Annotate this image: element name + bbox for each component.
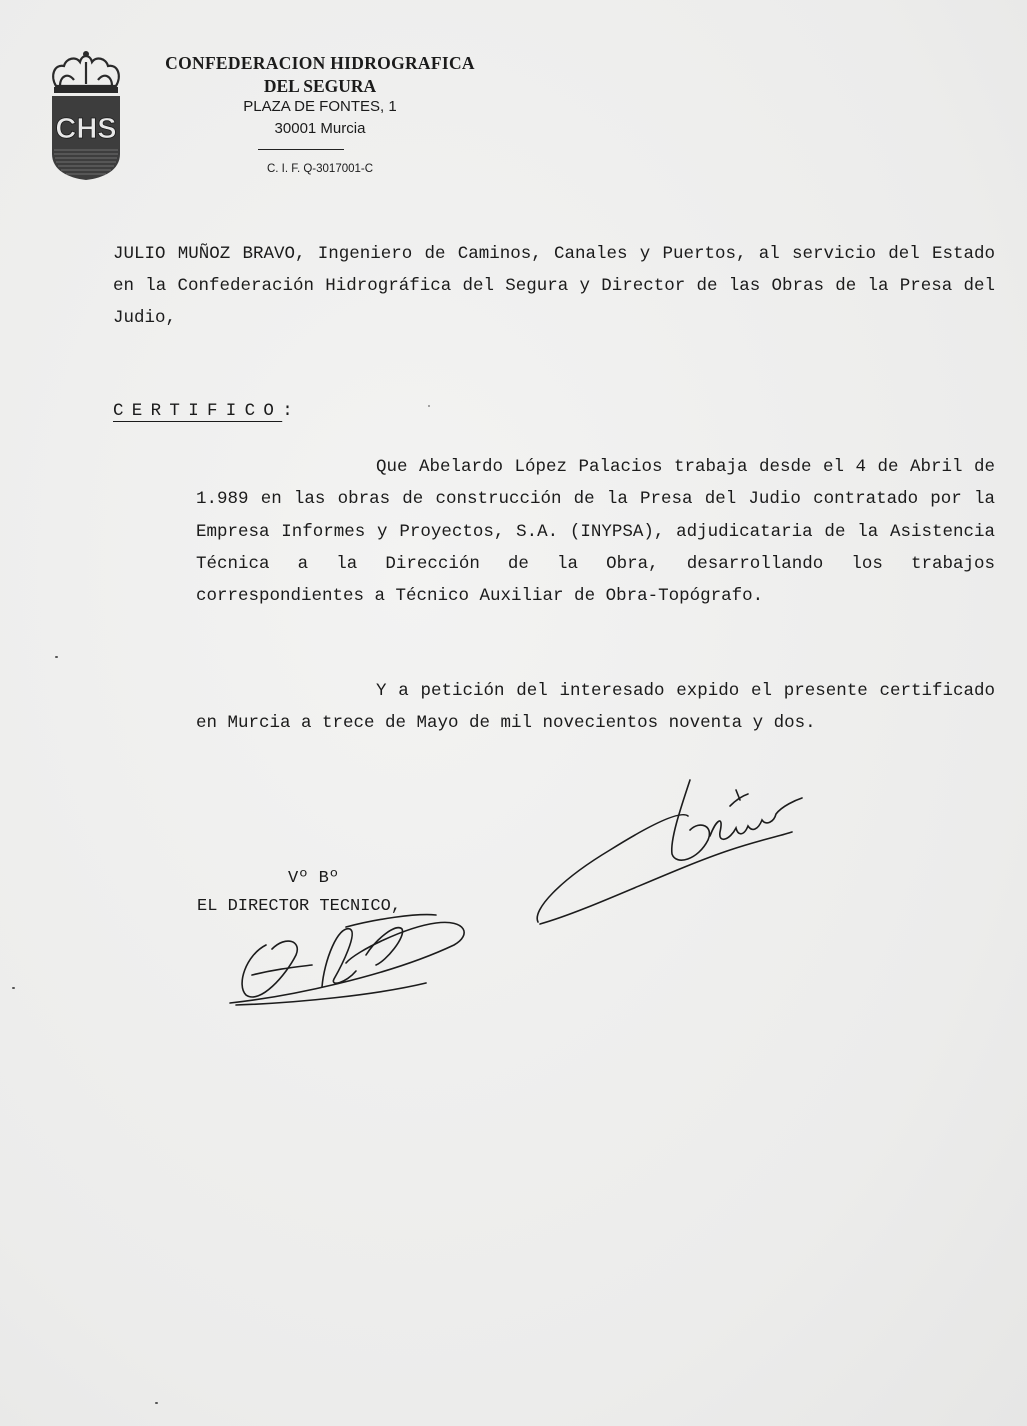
scan-speck [12, 987, 15, 989]
director-title: EL DIRECTOR TECNICO, [197, 897, 402, 916]
letterhead-divider [258, 149, 344, 150]
organization-name-line1: CONFEDERACION HIDROGRAFICA [165, 53, 475, 73]
approval-mark: Vº Bº [288, 869, 340, 888]
certification-paragraph: Que Abelardo López Palacios trabaja desde el 4 de Abril de 1.989 en las obras de construcción de la Presa del Judio contratado por la Empresa Informes y Proyectos, S.A. (INYPSA), adjudicataria de la Asistencia Técnica a la Dirección de la Obra, desarrollando los trabajos correspondientes a Técnico Auxiliar de Obra-Topógrafo. [196, 457, 995, 607]
scan-speck [155, 1402, 158, 1404]
issuer-signature [530, 770, 820, 930]
certifico-heading [113, 401, 301, 421]
issuance-paragraph: Y a petición del interesado expido el presente certificado en Murcia a trece de Mayo de mil novecientos noventa y dos. [196, 681, 995, 733]
logo-text: CHS [55, 113, 117, 145]
organization-name-line2: DEL SEGURA [263, 76, 377, 96]
director-signature [226, 905, 476, 1010]
chs-crest-logo [48, 50, 124, 182]
certifico-word: CERTIFICO [113, 401, 283, 421]
intro-paragraph: JULIO MUÑOZ BRAVO, Ingeniero de Caminos, Canales y Puertos, al servicio del Estado en la Confederación Hidrográfica del Segura y Director de las Obras de la Presa del Judio, [113, 244, 995, 328]
certifico-colon: : [282, 401, 302, 421]
tax-id: C. I. F. Q-3017001-C [266, 163, 374, 175]
address-city: 30001 Murcia [274, 120, 366, 137]
scan-speck [428, 405, 430, 407]
address-street: PLAZA DE FONTES, 1 [243, 98, 397, 115]
scan-speck [55, 656, 58, 658]
